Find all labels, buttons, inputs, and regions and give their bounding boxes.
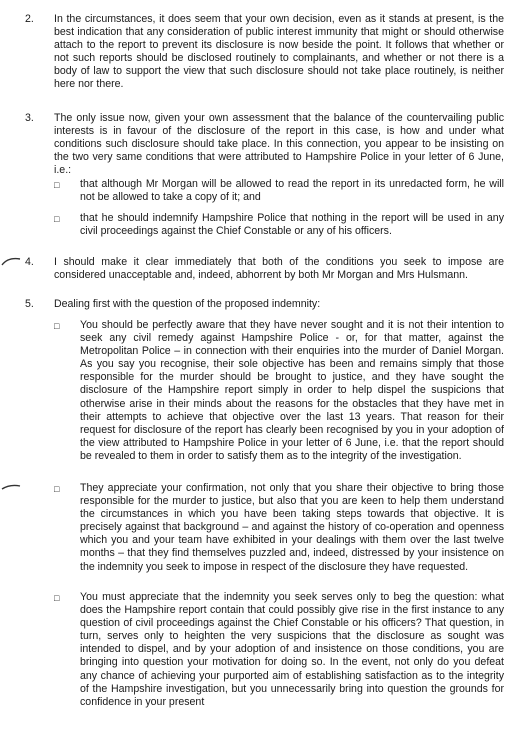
checkbox-bullet-icon: □ xyxy=(54,214,60,224)
paragraph-text: The only issue now, given your own assessment that the balance of the countervailing public interests is in favour of the disclosure of the report in this case, is how and under what conditions such disclosure should take place. In this connection, you appear to be insisting on the two very same conditions that were attributed to Hampshire Police in your letter of 6 June, i.e.: xyxy=(54,112,504,177)
paragraph-number: 2. xyxy=(25,13,34,25)
paragraph-number: 4. xyxy=(25,256,34,268)
list-item-text: You should be perfectly aware that they have never sought and it is not their intention to seek any civil remedy against Hampshire Police - or, for that matter, against the Metropolitan Police – in connection with their enquiries into the murder of Daniel Morgan. As you say you recognise, their sole objective has been and remains simply that those responsible for the murder should be brought to justice, and they have sought the disclosure of the Hampshire report simply in order to help dispel the suspicions that otherwise arise in their minds about the reasons for the obstacles that they have met in their attempts to achieve that objective over the last 13 years. That reason for their request for disclosure of the report has clearly been recognised by you in your adoption of the view attributed to Hampshire Police in your letter of 6 June, i.e. that the report should be revealed to them in order to satisfy them as to the integrity of the investigation. xyxy=(80,319,504,462)
paragraph-text: Dealing first with the question of the proposed indemnity: xyxy=(54,298,321,310)
paragraph-text: In the circumstances, it does seem that your own decision, even as it stands at present, is the best indication that any consideration of public interest immunity that might or should otherwise attach to the report to prevent its disclosure is now beside the point. It follows that whether or not such reports should be disclosed routinely to complainants, and whether or not there is a body of law to support the view that such disclosure should not take place routinely, is neither here nor there. xyxy=(54,13,504,91)
list-item-text: They appreciate your confirmation, not only that you share their objective to bring those responsible for the murder to justice, but also that you are keen to help them understand the circumstances in which you have been taking steps towards that objective. It is precisely against that background – and against the history of co-operation and openness which you and your team have exhibited in your dealings with them over the last twelve months – that they find themselves puzzled and, indeed, distressed by your insistence on the indemnity you seek to impose in respect of the disclosure they have requested. xyxy=(80,482,504,573)
list-item-text: that although Mr Morgan will be allowed to read the report in its unredacted form, he will not be allowed to take a copy of it; and xyxy=(80,178,504,204)
list-item-text: You must appreciate that the indemnity you seek serves only to beg the question: what does the Hampshire report contain that could possibly give rise in the first instance to any question of civil proceedings against the Chief Constable or his officers? That question, in turn, serves only to heighten the very suspicions that the disclosure as sought was intended to dispel, and by your adoption of and insistence on those conditions, you are bringing into question your motivation for doing so. In the event, not only do you defeat any chance of achieving your purported aim of establishing satisfaction as to the integrity of the Hampshire investigation, but you unnecessarily bring into question the grounds for confidence in your present xyxy=(80,591,504,708)
margin-mark-icon xyxy=(0,480,22,494)
checkbox-bullet-icon: □ xyxy=(54,593,60,603)
page-bottom-edge xyxy=(0,721,520,729)
paragraph-text: I should make it clear immediately that both of the conditions you seek to impose are considered unacceptable and, indeed, abhorrent by both Mr Morgan and Mrs Hulsmann. xyxy=(54,256,504,282)
paragraph-number: 5. xyxy=(25,298,34,310)
checkbox-bullet-icon: □ xyxy=(54,484,60,494)
paragraph-number: 3. xyxy=(25,112,34,124)
margin-mark-icon xyxy=(0,254,22,268)
list-item-text: that he should indemnify Hampshire Police that nothing in the report will be used in any civil proceedings against the Chief Constable or any of his officers. xyxy=(80,212,504,238)
checkbox-bullet-icon: □ xyxy=(54,180,60,190)
checkbox-bullet-icon: □ xyxy=(54,321,60,331)
